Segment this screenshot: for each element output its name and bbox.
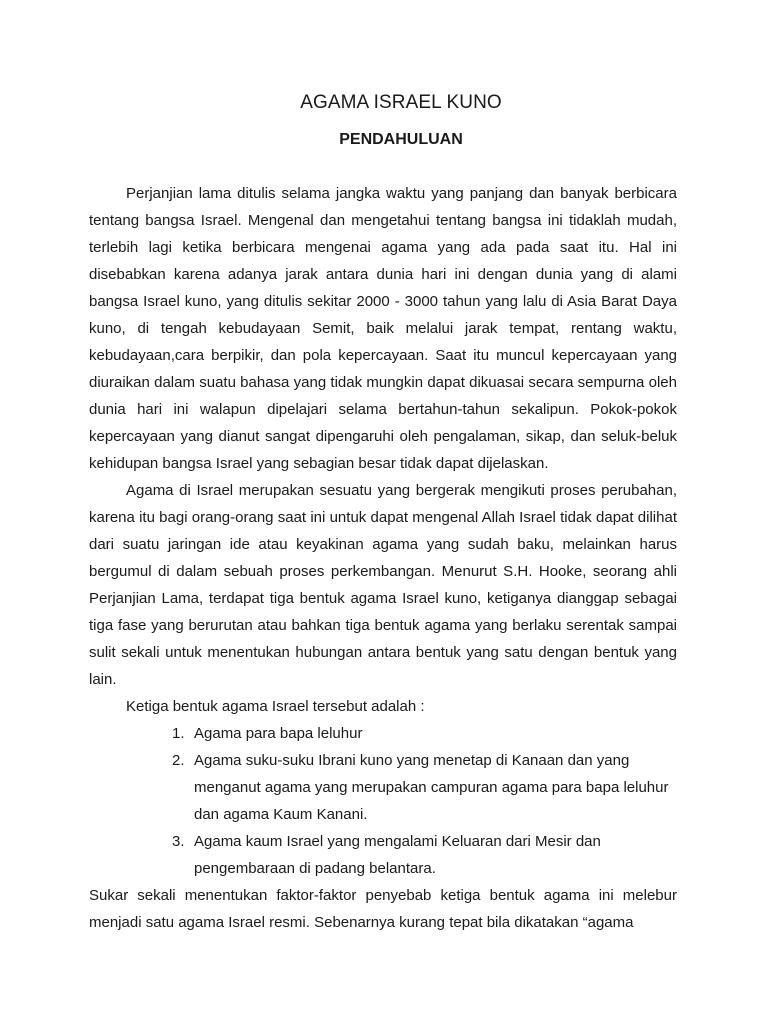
list-item-number: 2.: [172, 752, 185, 769]
list-item-number: 3.: [172, 833, 185, 850]
document-title: AGAMA ISRAEL KUNO: [300, 92, 502, 113]
list-item: [89, 828, 677, 882]
list-item-number: 1.: [172, 725, 185, 742]
section-heading: PENDAHULUAN: [339, 131, 463, 148]
list-item-text: Agama kaum Israel yang mengalami Keluaran dari Mesir dan pengembaraan di padang belantara.: [194, 833, 601, 877]
list-item: [89, 720, 677, 747]
paragraph-2: Agama di Israel merupakan sesuatu yang bergerak mengikuti proses perubahan, karena itu bagi orang-orang saat ini untuk dapat mengenal Allah Israel tidak dapat dilihat dari suatu jaringan ide atau keyakinan agama yang sudah baku, melainkan harus bergumul di dalam sebuah proses perkembangan. Menurut S.H. Hooke, seorang ahli Perjanjian Lama, terdapat tiga bentuk agama Israel kuno, ketiganya dianggap sebagai tiga fase yang berurutan atau bahkan tiga bentuk agama yang berlaku serentak sampai sulit sekali untuk menentukan hubungan antara bentuk yang satu dengan bentuk yang lain.: [89, 482, 677, 688]
list-intro: Ketiga bentuk agama Israel tersebut adalah :: [126, 698, 425, 715]
paragraph-1: Perjanjian lama ditulis selama jangka waktu yang panjang dan banyak berbicara tentang bangsa Israel. Mengenal dan mengetahui tentang bangsa ini tidaklah mudah, terlebih lagi ketika berbicara mengenai agama yang ada pada saat itu. Hal ini disebabkan karena adanya jarak antara dunia hari ini dengan dunia yang di alami bangsa Israel kuno, yang ditulis sekitar 2000 - 3000 tahun yang lalu di Asia Barat Daya kuno, di tengah kebudayaan Semit, baik melalui jarak tempat, rentang waktu, kebudayaan,cara berpikir, dan pola kepercayaan. Saat itu muncul kepercayaan yang diuraikan dalam suatu bahasa yang tidak mungkin dapat dikuasai secara sempurna oleh dunia hari ini walapun dipelajari selama bertahun-tahun sekalipun. Pokok-pokok kepercayaan yang dianut sangat dipengaruhi oleh pengalaman, sikap, dan seluk-beluk kehidupan bangsa Israel yang sebagian besar tidak dapat dijelaskan.: [89, 185, 677, 472]
list-item-text: Agama para bapa leluhur: [194, 725, 363, 742]
document-body: [89, 180, 677, 936]
closing-paragraph: Sukar sekali menentukan faktor-faktor penyebab ketiga bentuk agama ini melebur menjadi satu agama Israel resmi. Sebenarnya kurang tepat bila dikatakan “agama: [89, 887, 677, 931]
religion-forms-list: [89, 720, 677, 882]
list-item-text: Agama suku-suku Ibrani kuno yang menetap di Kanaan dan yang menganut agama yang merupakan campuran agama para bapa leluhur dan agama Kaum Kanani.: [194, 752, 669, 823]
list-item: [89, 747, 677, 828]
